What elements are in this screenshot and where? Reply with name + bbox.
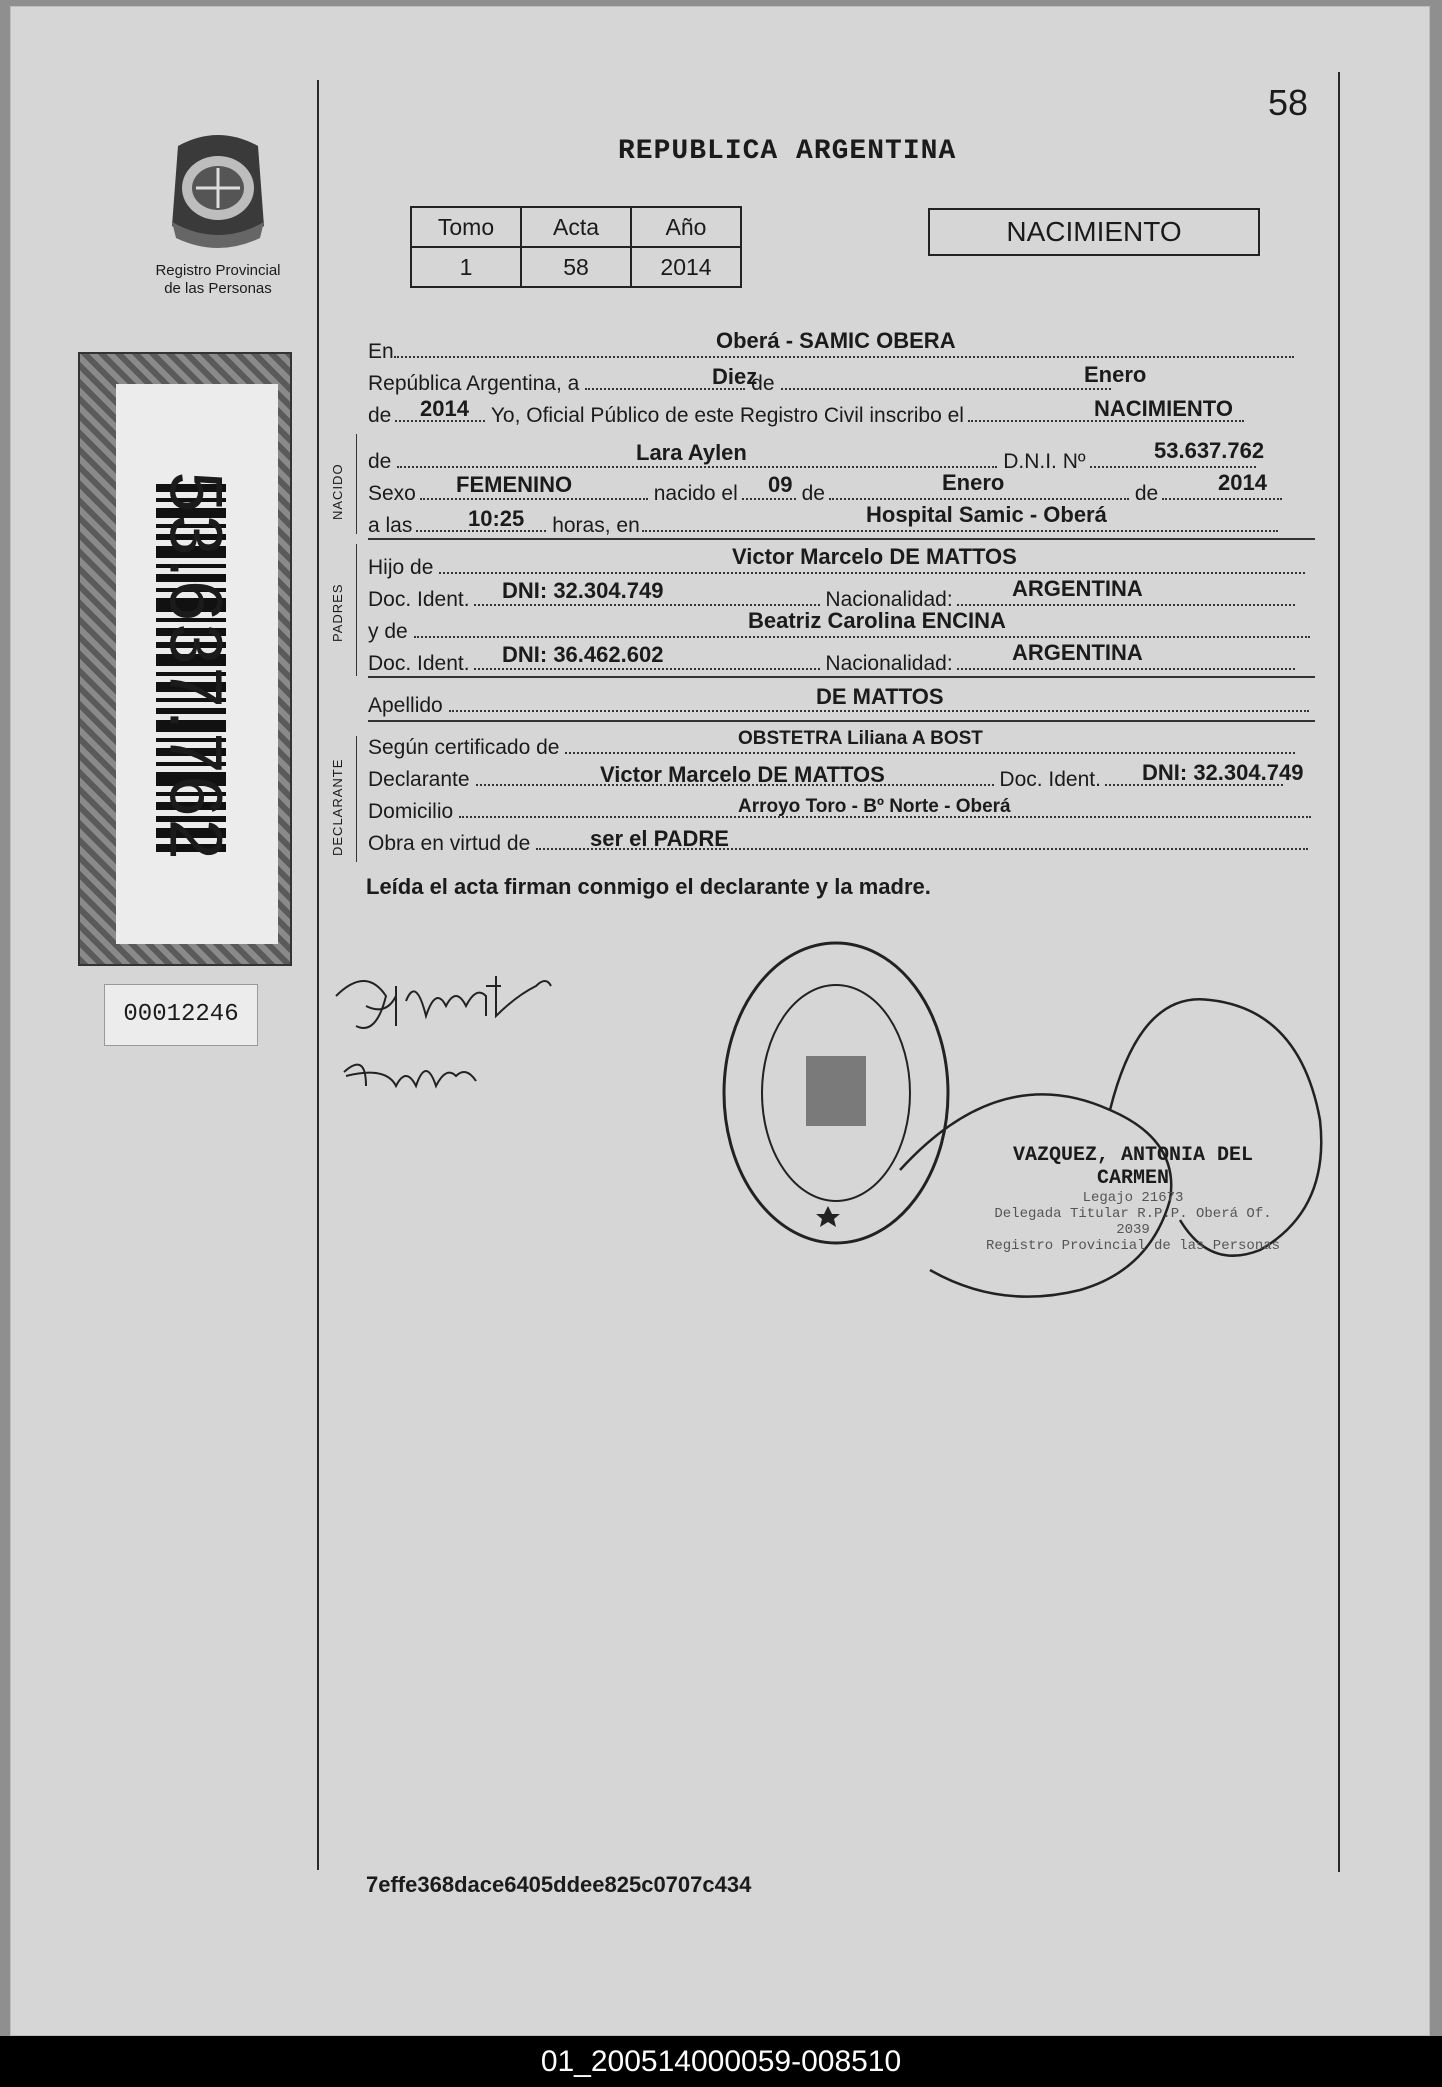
dots bbox=[1162, 498, 1282, 500]
dots bbox=[742, 498, 796, 500]
value-dia: 09 bbox=[768, 472, 793, 497]
label-nacionalidad-2: Nacionalidad: bbox=[825, 652, 953, 675]
table-header-tomo: Tomo bbox=[411, 207, 521, 247]
label-doc-ident-3: Doc. Ident. bbox=[999, 768, 1101, 791]
value-madre: Beatriz Carolina ENCINA bbox=[748, 608, 1006, 633]
registry-caption bbox=[120, 262, 316, 298]
value-domicilio: Arroyo Toro - Bº Norte - Oberá bbox=[738, 796, 1011, 817]
table-header-anio: Año bbox=[631, 207, 741, 247]
dots bbox=[957, 604, 1295, 606]
registry-caption-line-1: Registro Provincial bbox=[155, 262, 281, 279]
divider-line bbox=[368, 676, 1315, 678]
registry-caption-line-2: de las Personas bbox=[164, 280, 272, 297]
label-segun: Según certificado de bbox=[368, 736, 560, 759]
provincial-seal-logo bbox=[158, 126, 278, 256]
section-divider-declarante bbox=[356, 736, 357, 862]
label-nacionalidad-1: Nacionalidad: bbox=[825, 588, 953, 611]
dots bbox=[449, 710, 1309, 712]
section-label-padres: PADRES bbox=[330, 583, 345, 642]
dots bbox=[474, 604, 820, 606]
value-sexo: FEMENINO bbox=[456, 472, 573, 497]
record-type-box: NACIMIENTO bbox=[928, 208, 1260, 256]
dots bbox=[394, 356, 1294, 358]
dots bbox=[829, 498, 1129, 500]
label-doc-ident-2: Doc. Ident. bbox=[368, 652, 470, 675]
value-padre-nac: ARGENTINA bbox=[1012, 576, 1143, 601]
label-hijo-de: Hijo de bbox=[368, 556, 434, 579]
table-value-anio: 2014 bbox=[631, 247, 741, 287]
sticker-dni-number: 53.637.762 bbox=[154, 471, 238, 862]
official-cargo: Delegada Titular R.P.P. Oberá Of. 2039 bbox=[994, 1206, 1272, 1238]
table-value-acta: 58 bbox=[521, 247, 631, 287]
id-sticker bbox=[78, 352, 292, 966]
value-dni: 53.637.762 bbox=[1154, 438, 1265, 463]
value-padre: Victor Marcelo DE MATTOS bbox=[732, 544, 1017, 569]
value-dia-letras: Diez bbox=[712, 364, 758, 389]
label-doc-ident-1: Doc. Ident. bbox=[368, 588, 470, 611]
official-registro: Registro Provincial de las Personas bbox=[985, 1238, 1281, 1254]
label-de: de bbox=[751, 372, 775, 395]
value-madre-doc: DNI: 36.462.602 bbox=[502, 642, 664, 667]
value-apellido: DE MATTOS bbox=[816, 684, 944, 709]
official-block bbox=[978, 1144, 1288, 1254]
left-margin-line bbox=[317, 80, 319, 1870]
section-divider-padres bbox=[356, 544, 357, 676]
official-name: VAZQUEZ, ANTONIA DEL CARMEN bbox=[1012, 1144, 1254, 1190]
line-nombre bbox=[368, 450, 1256, 474]
label-yo: Yo, Oficial Público de este Registro Civil inscribo el bbox=[490, 404, 964, 427]
label-de-nombre: de bbox=[368, 450, 392, 473]
label-y-de: y de bbox=[368, 620, 408, 643]
value-declarante: Victor Marcelo DE MATTOS bbox=[600, 762, 885, 787]
value-mes-nac: Enero bbox=[942, 470, 1005, 495]
file-id-footer: 01_200514000059-008510 bbox=[0, 2036, 1442, 2087]
value-hora: 10:25 bbox=[468, 506, 525, 531]
line-obra bbox=[368, 832, 1308, 856]
label-republica: República Argentina, a bbox=[368, 372, 580, 395]
dots bbox=[957, 668, 1295, 670]
divider-line bbox=[368, 538, 1315, 540]
divider-line bbox=[368, 720, 1315, 722]
label-en: En bbox=[368, 340, 394, 363]
value-padre-doc: DNI: 32.304.749 bbox=[502, 578, 664, 603]
dots bbox=[397, 466, 997, 468]
sticker-label bbox=[116, 384, 278, 944]
label-de2: de bbox=[368, 404, 392, 427]
value-certificado: OBSTETRA Liliana A BOST bbox=[738, 728, 983, 749]
dots bbox=[439, 572, 1305, 574]
label-horas-en: horas, en bbox=[552, 514, 640, 537]
page-number: 58 bbox=[1268, 82, 1309, 123]
label-nacido-el: nacido el bbox=[653, 482, 738, 505]
value-obra: ser el PADRE bbox=[590, 826, 729, 851]
dots bbox=[420, 498, 648, 500]
document-heading: REPUBLICA ARGENTINA bbox=[618, 136, 957, 167]
section-divider-nacido bbox=[356, 434, 357, 534]
dots bbox=[565, 752, 1295, 754]
label-de4: de bbox=[1134, 482, 1159, 505]
official-legajo: Legajo 21673 bbox=[1082, 1190, 1184, 1206]
document-hash: 7effe368dace6405ddee825c0707c434 bbox=[366, 1872, 752, 1897]
dots bbox=[642, 530, 1278, 532]
serial-number: 00012246 bbox=[104, 984, 258, 1046]
label-apellido: Apellido bbox=[368, 694, 443, 717]
table-value-tomo: 1 bbox=[411, 247, 521, 287]
value-lugar: Oberá - SAMIC OBERA bbox=[716, 328, 956, 353]
dots bbox=[414, 636, 1310, 638]
value-anio: 2014 bbox=[420, 396, 469, 421]
value-lugar-nac: Hospital Samic - Oberá bbox=[866, 502, 1107, 527]
value-madre-nac: ARGENTINA bbox=[1012, 640, 1143, 665]
label-obra: Obra en virtud de bbox=[368, 832, 531, 855]
closing-statement: Leída el acta firman conmigo el declarante y la madre. bbox=[366, 874, 931, 899]
value-tipo: NACIMIENTO bbox=[1094, 396, 1233, 421]
registry-table bbox=[410, 206, 742, 288]
section-label-declarante: DECLARANTE bbox=[330, 758, 345, 856]
value-mes: Enero bbox=[1084, 362, 1147, 387]
label-domicilio: Domicilio bbox=[368, 800, 454, 823]
label-a-las: a las bbox=[368, 514, 413, 537]
dots bbox=[781, 388, 1111, 390]
dots bbox=[1090, 466, 1256, 468]
value-anio-nac: 2014 bbox=[1218, 470, 1267, 495]
value-declarante-doc: DNI: 32.304.749 bbox=[1142, 760, 1304, 785]
label-dni: D.N.I. Nº bbox=[1003, 450, 1086, 473]
section-label-nacido: NACIDO bbox=[330, 463, 345, 520]
label-declarante: Declarante bbox=[368, 768, 470, 791]
label-sexo: Sexo bbox=[368, 482, 416, 505]
signature-declarante bbox=[326, 956, 566, 1136]
dots bbox=[474, 668, 820, 670]
table-header-acta: Acta bbox=[521, 207, 631, 247]
value-nombre: Lara Aylen bbox=[636, 440, 747, 465]
label-de3: de bbox=[801, 482, 825, 505]
